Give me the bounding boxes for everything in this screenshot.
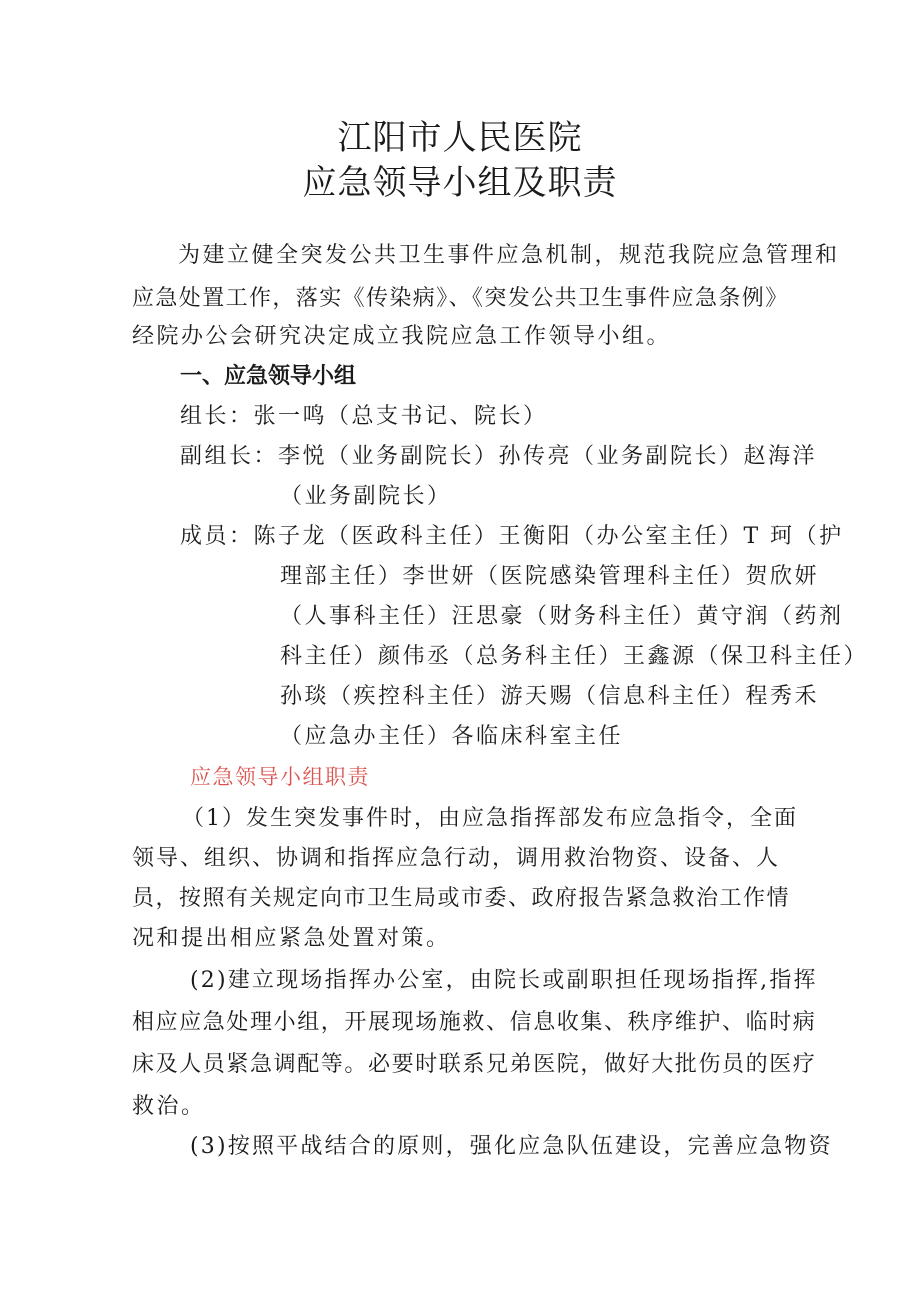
duty-1-line: （1）发生突发事件时，由应急指挥部发布应急指令，全面 bbox=[182, 806, 798, 831]
vice-leaders-line: 副组长：李悦（业务副院长）孙传亮（业务副院长）赵海洋 bbox=[180, 444, 818, 469]
members-line: 理部主任）李世妍（医院感染管理科主任）贺欣妍 bbox=[280, 564, 820, 589]
duty-2-line: 相应应急处理小组，开展现场施救、信息收集、秩序维护、临时病 bbox=[132, 1010, 817, 1035]
duty-1-line: 员，按照有关规定向市卫生局或市委、政府报告紧急救治工作情 bbox=[132, 886, 791, 911]
duty-2-line: 救治。 bbox=[132, 1094, 206, 1119]
intro-line: 应急处置工作，落实《传染病》、《突发公共卫生事件应急条例》 bbox=[132, 286, 789, 311]
members-line: （应急办主任）各临床科室主任 bbox=[280, 724, 624, 749]
duty-1-line: 领导、组织、协调和指挥应急行动，调用救治物资、设备、人 bbox=[132, 846, 781, 871]
duties-heading: 应急领导小组职责 bbox=[190, 765, 370, 789]
intro-line: 为建立健全突发公共卫生事件应急机制，规范我院应急管理和 bbox=[178, 243, 840, 268]
intro-line: 经院办公会研究决定成立我院应急工作领导小组。 bbox=[132, 324, 672, 349]
members-line: 孙琰（疾控科主任）游天赐（信息科主任）程秀禾 bbox=[280, 684, 820, 709]
leader-line: 组长：张一鸣（总支书记、院长） bbox=[180, 404, 548, 429]
members-line: 科主任）颜伟丞（总务科主任）王鑫源（保卫科主任） bbox=[280, 644, 869, 669]
members-line: 成员：陈子龙（医政科主任）王衡阳（办公室主任）T 珂（护 bbox=[180, 524, 844, 549]
duty-3-line: (3)按照平战结合的原则，强化应急队伍建设，完善应急物资 bbox=[190, 1134, 833, 1159]
duty-1-line: 况和提出相应紧急处置对策。 bbox=[132, 926, 451, 951]
members-line: （人事科主任）汪思豪（财务科主任）黄守润（药剂 bbox=[280, 604, 844, 629]
duty-2-line: 床及人员紧急调配等。必要时联系兄弟医院，做好大批伤员的医疗 bbox=[132, 1052, 817, 1077]
vice-leaders-line: （业务副院长） bbox=[280, 484, 452, 509]
document-title-line2: 应急领导小组及职责 bbox=[302, 163, 618, 203]
duty-2-line: (2)建立现场指挥办公室，由院长或副职担任现场指挥,指挥 bbox=[190, 968, 818, 993]
section1-heading: 一、应急领导小组 bbox=[180, 364, 357, 389]
document-title-line1: 江阳市人民医院 bbox=[337, 118, 583, 158]
